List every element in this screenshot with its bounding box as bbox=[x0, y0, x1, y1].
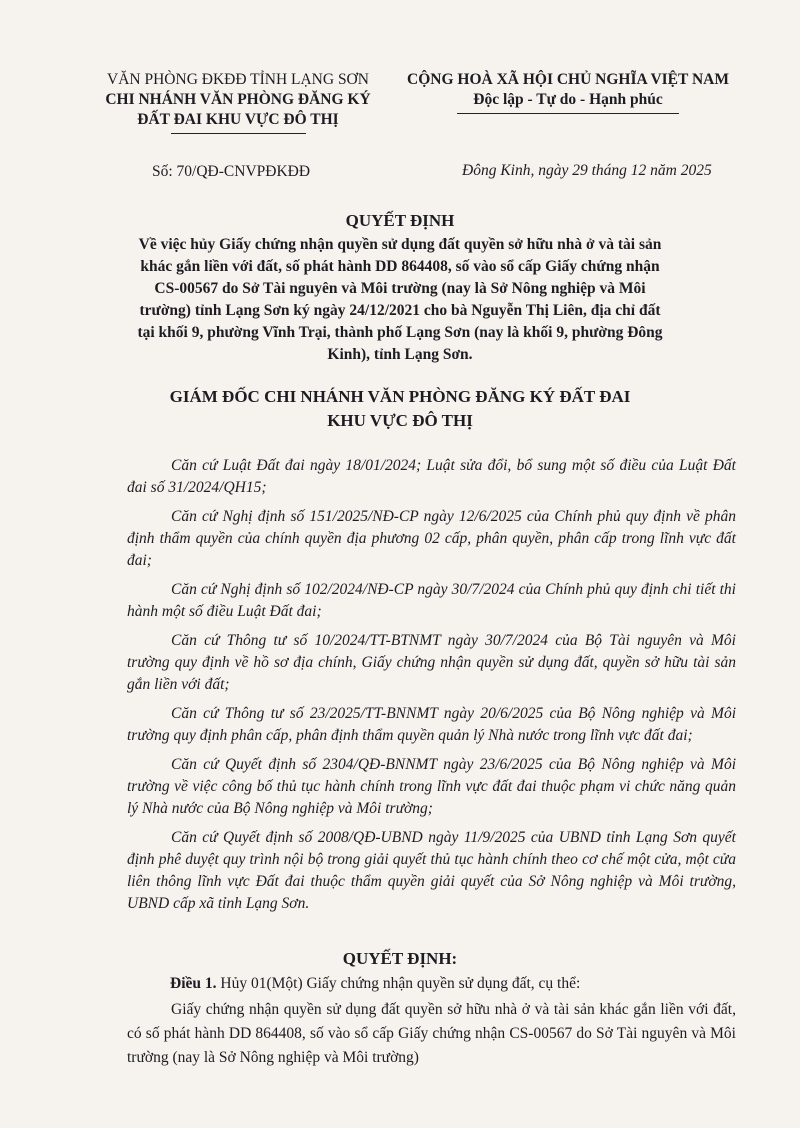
legal-basis-item: Căn cứ Quyết định số 2304/QĐ-BNNMT ngày 23/6/2025 của Bộ Nông nghiệp và Môi trường về việc công bố thủ tục hành chính trong lĩnh vực đất đai thuộc phạm vi chức năng quản lý Nhà nước của Bộ Nông nghiệp và Môi trường; bbox=[127, 756, 736, 817]
agency-underline bbox=[171, 133, 306, 134]
issuing-authority bbox=[100, 385, 700, 433]
nation-name: CỘNG HOÀ XÃ HỘI CHỦ NGHĨA VIỆT NAM bbox=[407, 71, 729, 88]
document-title: QUYẾT ĐỊNH bbox=[345, 211, 455, 230]
authority-line1: GIÁM ĐỐC CHI NHÁNH VĂN PHÒNG ĐĂNG KÝ ĐẤT ĐAI bbox=[169, 387, 631, 406]
reference-number: Số: 70/QĐ-CNVPĐKĐĐ bbox=[152, 163, 311, 180]
article-1-body: Giấy chứng nhận quyền sử dụng đất quyền sở hữu nhà ở và tài sản khác gắn liền với đất, có số phát hành DD 864408, số vào sổ cấp Giấy chứng nhận CS-00567 do Sở Tài nguyên và Môi trường (nay là Sở Nông nghiệp và Môi trường) bbox=[127, 1001, 736, 1066]
decision-heading: QUYẾT ĐỊNH: bbox=[342, 949, 458, 968]
article-1-text: Hủy 01(Một) Giấy chứng nhận quyền sử dụng đất, cụ thể: bbox=[216, 975, 581, 992]
article-1-label: Điều 1. bbox=[170, 975, 217, 992]
issuing-agency-block bbox=[88, 70, 388, 134]
legal-basis-item: Căn cứ Luật Đất đai ngày 18/01/2024; Luật sửa đổi, bổ sung một số điều của Luật Đất đai số 31/2024/QH15; bbox=[127, 457, 736, 496]
legal-basis-item: Căn cứ Quyết định số 2008/QĐ-UBND ngày 11/9/2025 của UBND tỉnh Lạng Sơn quyết định phê duyệt quy trình nội bộ trong giải quyết thủ tục hành chính theo cơ chế một cửa, một cửa liên thông lĩnh vực Đất đai thuộc thẩm quyền giải quyết của Sở Nông nghiệp và Môi trường, UBND cấp xã tỉnh Lạng Sơn. bbox=[127, 829, 736, 912]
document-subject: Về việc hủy Giấy chứng nhận quyền sử dụng đất quyền sở hữu nhà ở và tài sản khác gắn liền với đất, số phát hành DD 864408, số vào sổ cấp Giấy chứng nhận CS-00567 do Sở Tài nguyên và Môi trường (nay là Sở Nông nghiệp và Môi trường) tỉnh Lạng Sơn ký ngày 24/12/2021 cho bà Nguyễn Thị Liên, địa chỉ đất tại khối 9, phường Vĩnh Trại, thành phố Lạng Sơn (nay là khối 9, phường Đông Kinh), tỉnh Lạng Sơn. bbox=[137, 236, 663, 363]
legal-basis-item: Căn cứ Nghị định số 151/2025/NĐ-CP ngày 12/6/2025 của Chính phủ quy định về phân định thẩm quyền của chính quyền địa phương 02 cấp, phân quyền, phân cấp trong lĩnh vực đất đai; bbox=[127, 508, 736, 569]
motto-underline bbox=[457, 113, 679, 114]
national-motto: Độc lập - Tự do - Hạnh phúc bbox=[473, 91, 663, 108]
legal-basis-item: Căn cứ Thông tư số 23/2025/TT-BNNMT ngày 20/6/2025 của Bộ Nông nghiệp và Môi trường quy định phân cấp, phân định thẩm quyền quản lý Nhà nước trong lĩnh vực đất đai; bbox=[127, 705, 736, 744]
authority-line2: KHU VỰC ĐÔ THỊ bbox=[327, 411, 473, 430]
legal-bases bbox=[127, 455, 736, 922]
national-header-block bbox=[398, 70, 738, 114]
agency-name-line1: CHI NHÁNH VĂN PHÒNG ĐĂNG KÝ bbox=[105, 91, 371, 108]
agency-name-line2: ĐẤT ĐAI KHU VỰC ĐÔ THỊ bbox=[137, 111, 339, 128]
parent-agency: VĂN PHÒNG ĐKĐĐ TỈNH LẠNG SƠN bbox=[107, 71, 369, 88]
legal-basis-item: Căn cứ Thông tư số 10/2024/TT-BTNMT ngày 30/7/2024 của Bộ Tài nguyên và Môi trường quy định về hồ sơ địa chính, Giấy chứng nhận quyền sử dụng đất, quyền sở hữu tài sản gắn liền với đất; bbox=[127, 632, 736, 693]
article-1 bbox=[170, 973, 580, 995]
legal-basis-item: Căn cứ Nghị định số 102/2024/NĐ-CP ngày 30/7/2024 của Chính phủ quy định chi tiết thi hành một số điều Luật Đất đai; bbox=[127, 581, 736, 620]
place-date: Đông Kinh, ngày 29 tháng 12 năm 2025 bbox=[462, 162, 712, 179]
